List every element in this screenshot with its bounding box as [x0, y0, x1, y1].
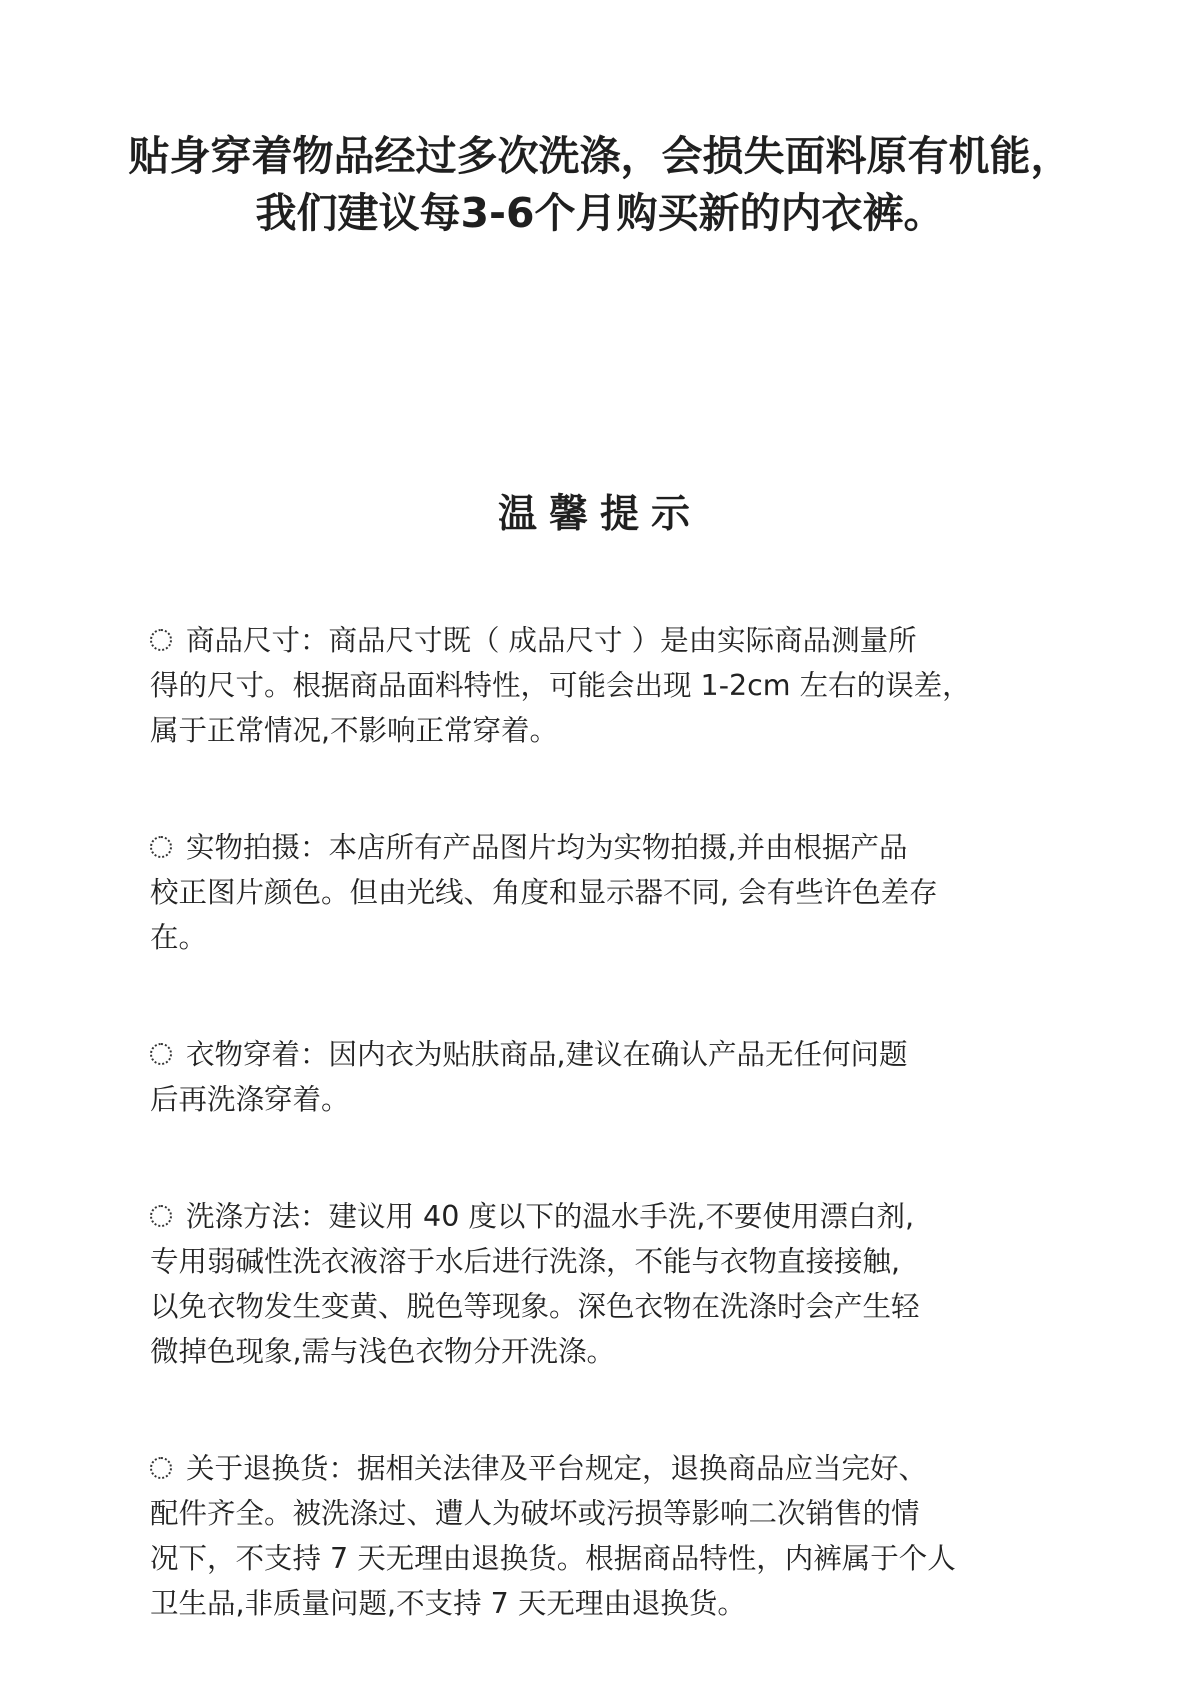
dotted-circle-bullet-icon [150, 836, 172, 858]
notice-item-washing [150, 1194, 1055, 1374]
notice-item-wearing [150, 1032, 1055, 1122]
notice-line [150, 618, 1055, 663]
notice-item-photo [150, 825, 1055, 960]
dotted-circle-bullet-icon [150, 1457, 172, 1479]
notice-text: 关于退换货：据相关法律及平台规定，退换商品应当完好、 [186, 1452, 928, 1485]
notice-text: 实物拍摄：本店所有产品图片均为实物拍摄,并由根据产品 [186, 831, 908, 864]
notice-title: 温馨提示 [497, 492, 702, 537]
notice-line: 校正图片颜色。但由光线、角度和显示器不同, 会有些许色差存 [150, 876, 938, 909]
notice-line: 属于正常情况,不影响正常穿着。 [150, 714, 559, 747]
headline-line-1: 贴身穿着物品经过多次洗涤，会损失面料原有机能， [128, 132, 1072, 180]
notice-list [150, 618, 1055, 1698]
notice-item-returns [150, 1446, 1055, 1626]
dotted-circle-bullet-icon [150, 1043, 172, 1065]
notice-line [150, 825, 1055, 870]
notice-line: 况下，不支持 7 天无理由退换货。根据商品特性，内裤属于个人 [150, 1542, 956, 1575]
headline-line-2: 我们建议每3-6个月购买新的内衣裤。 [255, 189, 945, 237]
dotted-circle-bullet-icon [150, 629, 172, 651]
notice-text: 商品尺寸：商品尺寸既（ 成品尺寸 ）是由实际商品测量所 [186, 624, 917, 657]
notice-line [150, 1032, 1055, 1077]
headline [0, 128, 1200, 242]
notice-line: 得的尺寸。根据商品面料特性，可能会出现 1-2cm 左右的误差， [150, 669, 971, 702]
notice-line [150, 1446, 1055, 1491]
notice-line: 后再洗涤穿着。 [150, 1083, 350, 1116]
notice-text: 衣物穿着：因内衣为贴肤商品,建议在确认产品无任何问题 [186, 1038, 908, 1071]
notice-line: 在。 [150, 921, 208, 954]
notice-line [150, 1194, 1055, 1239]
dotted-circle-bullet-icon [150, 1205, 172, 1227]
notice-text: 洗涤方法：建议用 40 度以下的温水手洗,不要使用漂白剂, [186, 1200, 915, 1233]
notice-line: 专用弱碱性洗衣液溶于水后进行洗涤，不能与衣物直接接触, [150, 1245, 901, 1278]
notice-item-size [150, 618, 1055, 753]
notice-line: 配件齐全。被洗涤过、遭人为破坏或污损等影响二次销售的情 [150, 1497, 920, 1530]
notice-line: 卫生品,非质量问题,不支持 7 天无理由退换货。 [150, 1587, 746, 1620]
notice-line: 以免衣物发生变黄、脱色等现象。深色衣物在洗涤时会产生轻 [150, 1290, 920, 1323]
notice-line: 微掉色现象,需与浅色衣物分开洗涤。 [150, 1335, 616, 1368]
